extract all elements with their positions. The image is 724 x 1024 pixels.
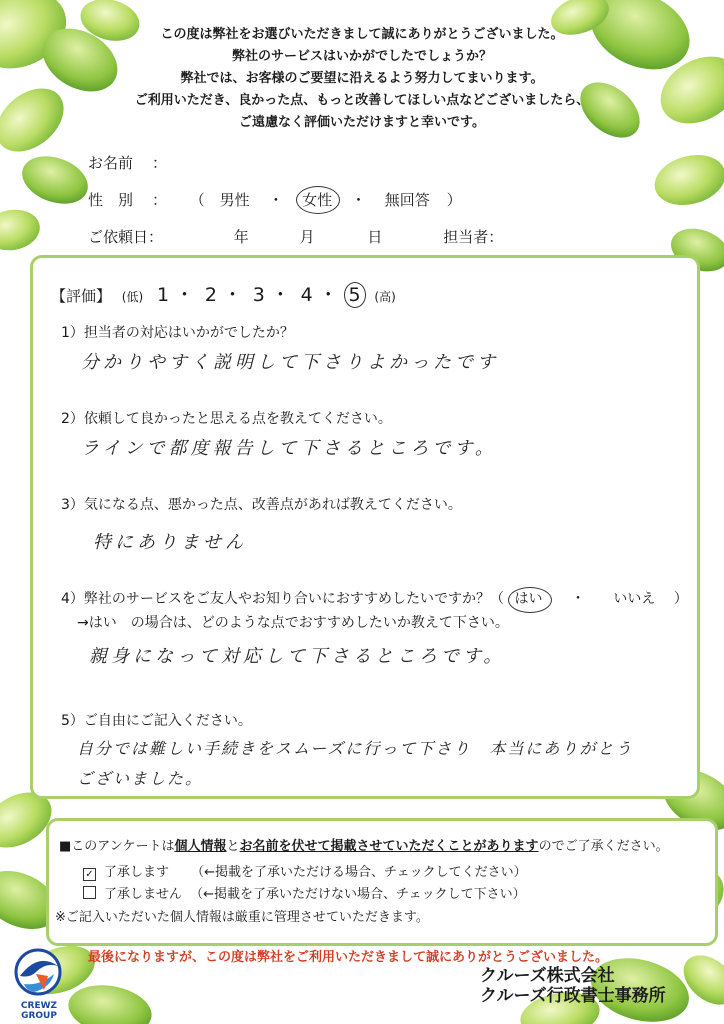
agree-label: 了承します	[104, 865, 170, 880]
recommend-option-no[interactable]: いいえ	[613, 591, 656, 607]
disagree-note: （←掲載を了承いただけない場合、チェックして下さい）	[190, 887, 526, 902]
gender-option-male[interactable]: 男性	[219, 191, 250, 209]
consent-notice-box	[46, 818, 718, 946]
consent-notice-emphasis: 個人情報	[174, 839, 227, 854]
privacy-note: ※ご記入いただいた個人情報は厳重に管理させていただきます。	[55, 910, 429, 925]
intro-line: ご遠慮なく評価いただけますと幸いです。	[239, 115, 485, 130]
name-colon: ：	[152, 154, 168, 172]
gender-open-paren: （	[189, 191, 205, 209]
gender-field	[88, 189, 462, 210]
recommend-option-yes-label: はい	[514, 591, 543, 607]
consent-agree-row[interactable]	[83, 861, 527, 881]
company-name-line-1: クルーズ株式会社	[480, 966, 615, 986]
gender-separator: ・	[350, 191, 366, 209]
gender-separator: ・	[268, 191, 284, 209]
rating-option-4[interactable]: 4	[300, 284, 313, 306]
question-4	[61, 588, 688, 608]
day-label: 日	[367, 228, 383, 246]
recommend-separator: ・	[570, 591, 585, 607]
logo-text-line-2: GROUP	[21, 1011, 57, 1021]
agree-checkbox[interactable]: ✓	[83, 868, 96, 881]
disagree-label: 了承しません	[104, 887, 183, 902]
rating-separator: ・	[270, 284, 290, 306]
rating-option-5-label: 5	[348, 284, 361, 306]
selected-circle-mark	[508, 587, 552, 613]
request-date-field	[88, 226, 503, 247]
rating-high-label: (高)	[374, 290, 396, 304]
intro-line: ご利用いただき、良かった点、もっと改善してほしい点などございましたら、	[134, 93, 590, 108]
month-label: 月	[299, 228, 315, 246]
question-4-followup: →はい の場合は、どのような点でおすすめしたいか教えて下さい。	[77, 615, 509, 631]
rating-option-2[interactable]: 2	[204, 284, 217, 306]
rating-option-1[interactable]: 1	[156, 284, 170, 306]
intro-line: この度は弊社をお選びいただきまして誠にありがとうございました。	[160, 27, 564, 42]
intro-line: 弊社のサービスはいかがでしたでしょうか？	[231, 49, 492, 64]
question-1: 1）担当者の対応はいかがでしたか？	[61, 325, 294, 341]
rating-separator: ・	[318, 284, 338, 306]
answer-2-handwritten: ラインで都度報告して下さるところです。	[81, 438, 497, 459]
intro-message	[90, 24, 634, 134]
question-5: 5）ご自由にご記入ください。	[61, 713, 252, 729]
rating-label: 【評価】	[51, 287, 112, 305]
gender-close-paren: ）	[446, 191, 462, 209]
gender-colon: ：	[152, 191, 168, 209]
request-date-label: ご依頼日：	[88, 228, 164, 246]
company-name	[480, 966, 666, 1006]
consent-notice-text	[59, 835, 669, 854]
selected-circle-mark	[296, 186, 340, 214]
rating-separator: ・	[222, 284, 242, 306]
year-label: 年	[233, 228, 249, 246]
rating-separator: ・	[175, 284, 195, 306]
consent-notice-prefix: ■このアンケートは	[59, 839, 175, 854]
answer-1-handwritten: 分かりやすく説明して下さりよかったです	[81, 352, 499, 373]
evaluation-panel	[30, 255, 700, 799]
staff-label: 担当者：	[443, 228, 504, 246]
logo-text-line-1: CREWZ	[20, 1001, 58, 1011]
answer-4-handwritten: 親身になって対応して下さるところです。	[89, 646, 506, 667]
answer-5-handwritten-line-1: 自分では難しい手続きをスムーズに行って下さり 本当にありがとう	[77, 739, 634, 758]
final-thanks-message: 最後になりますが、この度は弊社をご利用いただきまして誠にありがとうございました。	[88, 950, 609, 965]
gender-label: 性 別	[88, 191, 134, 209]
name-field	[88, 152, 167, 173]
gender-option-none[interactable]: 無回答	[384, 191, 430, 209]
rating-low-label: (低)	[121, 290, 144, 304]
consent-notice-suffix: のでご了承ください。	[538, 839, 669, 854]
gender-option-female-label: 女性	[302, 191, 333, 209]
agree-note: （←掲載を了承いただける場合、チェックしてください）	[191, 865, 527, 880]
question-3: 3）気になる点、悪かった点、改善点があれば教えてください。	[61, 497, 462, 513]
recommend-option-yes[interactable]	[515, 591, 543, 607]
name-label: お名前	[88, 154, 134, 172]
rating-option-5[interactable]	[349, 284, 361, 306]
answer-3-handwritten: 特にありません	[93, 532, 247, 553]
selected-circle-mark	[344, 282, 366, 308]
gender-option-female[interactable]	[302, 191, 332, 209]
recommend-close-paren: ）	[673, 591, 688, 607]
question-2: 2）依頼して良かったと思える点を教えてください。	[61, 411, 392, 427]
consent-notice-mid: と	[226, 839, 240, 854]
company-name-line-2: クルーズ行政書士事務所	[480, 986, 666, 1006]
rating-option-3[interactable]: 3	[252, 284, 265, 306]
logo-wordmark	[0, 1001, 78, 1021]
rating-scale	[51, 280, 402, 307]
question-4-text: 4）弊社のサービスをご友人やお知り合いにおすすめしたいですか？（	[61, 591, 505, 607]
consent-disagree-row[interactable]	[83, 883, 526, 902]
disagree-checkbox[interactable]	[83, 886, 96, 899]
consent-notice-emphasis: お名前を伏せて掲載させていただくことがあります	[239, 839, 539, 854]
answer-5-handwritten-line-2: ございました。	[77, 769, 204, 788]
intro-line: 弊社では、お客様のご要望に沿えるよう努力してまいります。	[180, 71, 544, 86]
